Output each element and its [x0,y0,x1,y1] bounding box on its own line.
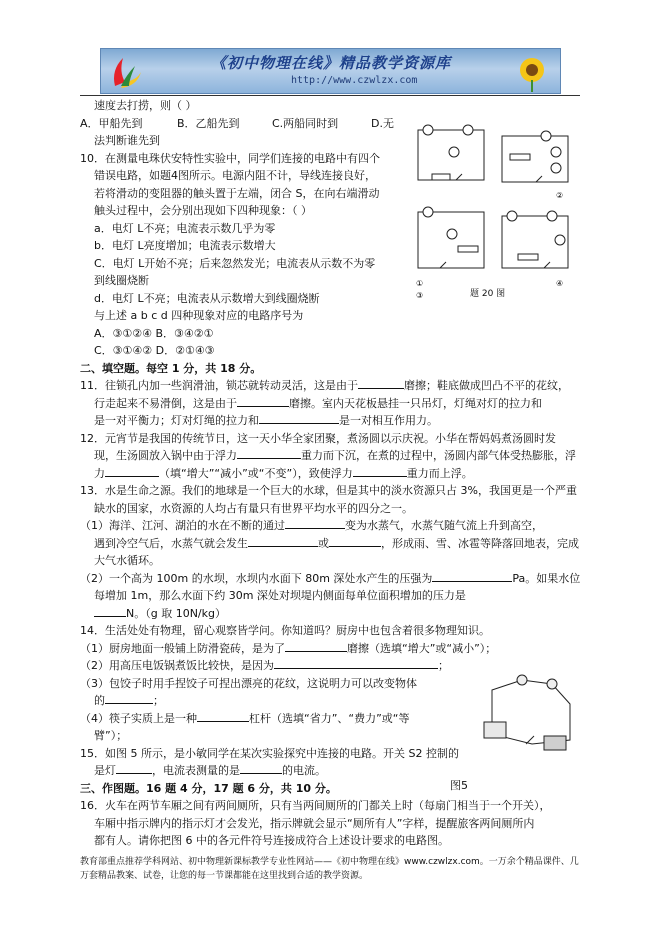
q10-options-cd: C．③①④② D．②①④③ [94,344,215,357]
q10-question: 与上述 a b c d 四种现象对应的电路序号为 [94,309,304,322]
q16-line3: 都有人。请你把图 6 中的各元件符号连接成符合上述设计要求的电路图。 [94,834,449,847]
q15-blank-2[interactable] [240,761,282,774]
q13-line1: 13．水是生命之源。我们的地球是一个巨大的水球，但是其中的淡水资源只占 3%，我国更是一个严重 [80,484,577,497]
site-logo-icon [107,52,147,92]
q13-line3: （1）海洋、江河、湖泊的水在不断的通过 变为水蒸气，水蒸气随气流上升到高空， [80,516,543,536]
q11-blank-2[interactable] [237,394,289,407]
q15-blank-1[interactable] [116,761,152,774]
q14-line4: （3）包饺子时用手捏饺子可捏出漂亮的花纹，这说明力可以改变物体 [80,677,417,690]
q10-options-ab: A．③①②④ B．③④②① [94,327,214,340]
q13-line6: （2）一个高为 100m 的水坝，水坝内水面下 80m 深处水产生的压强为 Pa。如果水位 [80,569,580,589]
q14-blank-2[interactable] [274,656,438,669]
q13-blank-3[interactable] [329,534,381,547]
q11-line2: 行走起来不易滑倒，这是由于 磨擦。室内天花板悬挂一只吊灯，灯绳对灯的拉力和 [94,394,542,414]
page-footer: 教育部重点推荐学科网站、初中物理新课标教学专业性网站——《初中物理在线》www.czwlzx.com。一万余个精品课件、几万套精品教案、试卷，让您的每一节课都能在这里找到合适的教学资源。 [80,857,579,881]
q13-blank-2[interactable] [248,534,318,547]
q14-blank-4[interactable] [197,709,249,722]
q12-line1: 12．元宵节是我国的传统节日，这一天小华全家团聚，煮汤圆以示庆祝。小华在帮妈妈煮汤圆时发 [80,432,556,445]
section-2-heading: 二、填空题。每空 1 分，共 18 分。 [80,362,262,375]
q10-line3: 若将滑动的变阻器的触头置于左端，闭合 S，在向右端滑动 [94,187,380,200]
q13-blank-1[interactable] [285,516,345,529]
circuit-figure-20 [406,116,578,300]
q10-phenomenon-c: C．电灯 L开始不亮；后来忽然发光；电流表从示数不为零 [94,257,376,270]
figure-label-4: ④ [556,279,564,288]
q13-line2: 缺水的国家，水资源的人均占有量只有世界平均水平的四分之一。 [94,502,413,515]
q13-blank-5[interactable] [94,604,126,617]
q10-phenomenon-c-cont: 到线圈烧断 [94,274,149,287]
q16-line1: 16．火车在两节车厢之间有两间厕所，只有当两间厕所的门都关上时（每扇门相当于一个开关）， [80,799,551,812]
q13-blank-4[interactable] [432,569,512,582]
q10-line2: 错误电路，如题4图所示。电源内阻不计，导线连接良好， [94,169,376,182]
q14-line7: 臂”）； [94,729,128,742]
q9-option-b: B．乙船先到 [177,117,240,130]
q11-blank-1[interactable] [358,376,404,389]
q11-line3: 是一对平衡力；灯对灯绳的拉力和 是一对相互作用力。 [94,411,438,431]
q14-line1: 14．生活处处有物理，留心观察皆学问。你知道吗？厨房中也包含着很多物理知识。 [80,624,490,637]
q13-line7: 每增加 1m，那么水面下约 30m 深处对坝堤内侧面每单位面积增加的压力是 [94,589,466,602]
q14-line3: （2）用高压电饭锅煮饭比较快，是因为 ； [80,656,449,676]
q13-line8: N。（g 取 10N/kg） [94,604,226,624]
q11-line1: 11．往锁孔内加一些润滑油，锁芯就转动灵活，这是由于 磨擦；鞋底做成凹凸不平的花纹， [80,376,569,396]
site-url[interactable]: http://www.czwlzx.com [291,75,418,86]
q14-line5: 的 ； [94,691,164,711]
q11-blank-3[interactable] [259,411,339,424]
q10-phenomenon-b: b．电灯 L亮度增加；电流表示数增大 [94,239,276,252]
q10-line4: 触头过程中，会分别出现如下四种现象：（ ） [94,204,312,217]
q13-line4: 遇到冷空气后，水蒸气就会发生 或 ，形成雨、雪、冰雹等降落回地表，完成 [94,534,579,554]
q14-blank-1[interactable] [285,639,347,652]
circuit-figure-5 [482,660,578,756]
q14-line2: （1）厨房地面一般铺上防滑瓷砖，是为了 磨擦（选填“增大”或“减小”）； [80,639,496,659]
q12-line2: 现，生汤圆放入锅中由于浮力 重力而下沉，在煮的过程中，汤圆内部气体受热膨胀，浮 [94,446,576,466]
q14-line6: （4）筷子实质上是一种 杠杆（选填“省力”、“费力”或“等 [80,709,410,729]
q12-blank-3[interactable] [353,464,407,477]
figure-label-2: ② [556,191,564,200]
q9-option-d: D.无 [371,117,394,130]
figure-label-3: ③ [416,291,424,300]
q10-line1: 10．在测量电珠伏安特性实验中，同学们连接的电路中有四个 [80,152,380,165]
q10-phenomenon-a: a．电灯 L不亮；电流表示数几乎为零 [94,222,276,235]
q16-line2: 车厢中指示牌内的指示灯才会发光，指示牌就会显示“厕所有人”字样，提醒旅客两间厕所内 [94,817,535,830]
sunflower-icon [512,52,552,92]
q12-line3: 力 （填“增大”“减小”或“不变”），致使浮力 重力而上浮。 [94,464,473,484]
q9-option-a: A．甲船先到 [80,117,143,130]
site-title: 《初中物理在线》精品教学资源库 [211,54,452,72]
figure-20-caption: 题 20 图 [470,289,506,299]
q9-option-d-cont: 法判断谁先到 [94,134,160,147]
section-3-heading: 三、作图题。16 题 4 分，17 题 6 分，共 10 分。 [80,782,337,795]
q12-blank-2[interactable] [105,464,159,477]
q9-tail: 速度去打捞，则（ ） [94,99,197,112]
q14-blank-3[interactable] [105,691,153,704]
header-banner [100,48,561,94]
q15-line1: 15．如图 5 所示，是小敏同学在某次实验探究中连接的电路。开关 S2 控制的 [80,747,459,760]
q13-line5: 大气水循环。 [94,554,160,567]
q10-phenomenon-d: d．电灯 L不亮；电流表从示数增大到线圈烧断 [94,292,320,305]
figure-5-caption: 图5 [450,779,468,792]
q15-line2: 是灯 ，电流表测量的是 的电流。 [94,761,326,781]
q12-blank-1[interactable] [237,446,301,459]
q9-option-c: C.两船同时到 [272,117,339,130]
figure-label-1: ① [416,279,424,288]
